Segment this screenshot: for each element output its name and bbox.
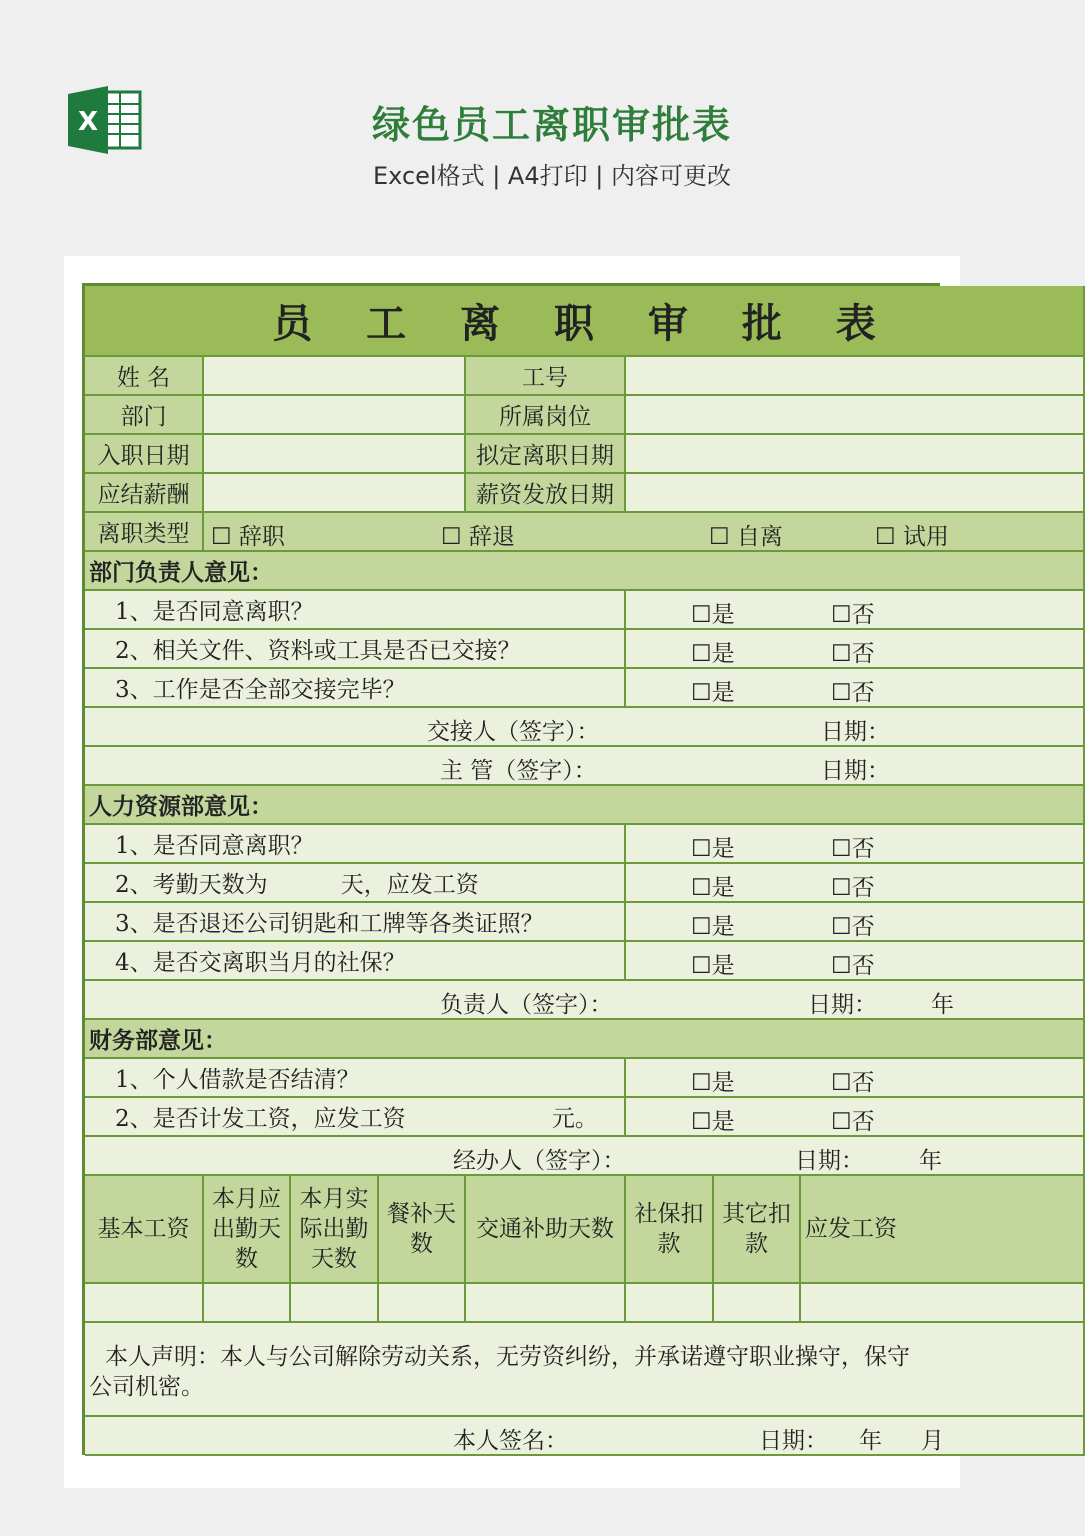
salary-due-field[interactable] <box>204 474 466 513</box>
pay-header-base: 基本工资 <box>85 1176 204 1284</box>
hr-item-1: 1、是否同意离职？ <box>85 825 626 864</box>
hr-item-3: 3、是否退还公司钥匙和工牌等各类证照？ <box>85 903 626 942</box>
fin-sign-label: 经办人（签字）： <box>453 1148 626 1174</box>
final-sign-label: 本人签名： <box>453 1428 568 1454</box>
leave-type-resign-checkbox[interactable]: ☐ 辞职 <box>211 524 285 550</box>
fin-item-1: 1、个人借款是否结清？ <box>85 1059 626 1098</box>
page-title: 绿色员工离职审批表 <box>371 103 732 147</box>
handover-sign-label: 交接人（签字）： <box>427 719 600 745</box>
pay-header-other-deduct: 其它扣款 <box>714 1176 801 1284</box>
hr-item-1-no-checkbox[interactable]: ☐否 <box>831 836 875 862</box>
pay-header-social-deduct: 社保扣款 <box>626 1176 714 1284</box>
dept-section-heading: 部门负责人意见： <box>85 552 1085 591</box>
dept-item-1: 1、是否同意离职？ <box>85 591 626 630</box>
dept-item-3-no-checkbox[interactable]: ☐否 <box>831 680 875 706</box>
final-date-year: 年 <box>859 1428 882 1454</box>
dept-item-1-yes-checkbox[interactable]: ☐是 <box>691 602 735 628</box>
final-date-month: 月 <box>921 1428 944 1454</box>
pay-header-meal-days: 餐补天数 <box>379 1176 466 1284</box>
hr-sign-label: 负责人（签字）： <box>440 992 613 1018</box>
page-subtitle: Excel格式 | A4打印 | 内容可更改 <box>373 162 731 190</box>
pay-cell-net-pay[interactable] <box>801 1284 1085 1323</box>
supervisor-date-label: 日期： <box>821 758 890 784</box>
fin-item-2: 2、是否计发工资，应发工资 元。 <box>85 1098 626 1137</box>
hr-date-year: 年 <box>931 992 954 1018</box>
handover-date-label: 日期： <box>821 719 890 745</box>
pay-date-field[interactable] <box>626 474 1085 513</box>
declaration-text: 本人声明：本人与公司解除劳动关系，无劳资纠纷，并承诺遵守职业操守，保守公司机密。 <box>89 1344 910 1400</box>
pay-cell-meal-days[interactable] <box>379 1284 466 1323</box>
hr-item-4-yes-checkbox[interactable]: ☐是 <box>691 953 735 979</box>
hr-date-label: 日期： <box>808 992 877 1018</box>
pay-cell-other-deduct[interactable] <box>714 1284 801 1323</box>
dept-item-1-no-checkbox[interactable]: ☐否 <box>831 602 875 628</box>
pay-cell-social-deduct[interactable] <box>626 1284 714 1323</box>
label-position: 所属岗位 <box>466 396 626 435</box>
fin-item-2-no-checkbox[interactable]: ☐否 <box>831 1109 875 1135</box>
leave-date-field[interactable] <box>626 435 1085 474</box>
final-date-label: 日期： <box>759 1428 828 1454</box>
hr-item-3-yes-checkbox[interactable]: ☐是 <box>691 914 735 940</box>
pay-cell-expected-days[interactable] <box>204 1284 291 1323</box>
emp-no-field[interactable] <box>626 357 1085 396</box>
dept-item-2-no-checkbox[interactable]: ☐否 <box>831 641 875 667</box>
hr-item-2-no-checkbox[interactable]: ☐否 <box>831 875 875 901</box>
leave-type-options <box>204 513 1085 552</box>
dept-field[interactable] <box>204 396 466 435</box>
label-leave-date: 拟定离职日期 <box>466 435 626 474</box>
leave-type-self-leave-checkbox[interactable]: ☐ 自离 <box>709 524 783 550</box>
fin-date-year: 年 <box>919 1148 942 1174</box>
fin-item-1-yes-checkbox[interactable]: ☐是 <box>691 1070 735 1096</box>
hr-section-heading: 人力资源部意见： <box>85 786 1085 825</box>
fin-item-2-yes-checkbox[interactable]: ☐是 <box>691 1109 735 1135</box>
pay-cell-transport-days[interactable] <box>466 1284 626 1323</box>
pay-cell-base[interactable] <box>85 1284 204 1323</box>
hr-item-3-no-checkbox[interactable]: ☐否 <box>831 914 875 940</box>
pay-header-net-pay: 应发工资 <box>801 1176 1085 1284</box>
pay-cell-actual-days[interactable] <box>291 1284 379 1323</box>
pay-header-expected-days: 本月应出勤天数 <box>204 1176 291 1284</box>
hr-item-1-yes-checkbox[interactable]: ☐是 <box>691 836 735 862</box>
dept-item-3-yes-checkbox[interactable]: ☐是 <box>691 680 735 706</box>
leave-type-dismissed-checkbox[interactable]: ☐ 辞退 <box>441 524 515 550</box>
form-title: 员 工 离 职 审 批 表 <box>85 286 1085 357</box>
dept-item-3: 3、工作是否全部交接完毕？ <box>85 669 626 708</box>
fin-date-label: 日期： <box>795 1148 864 1174</box>
hire-date-field[interactable] <box>204 435 466 474</box>
pay-header-transport-days: 交通补助天数 <box>466 1176 626 1284</box>
label-dept: 部门 <box>85 396 204 435</box>
dept-item-2: 2、相关文件、资料或工具是否已交接？ <box>85 630 626 669</box>
hr-item-2-yes-checkbox[interactable]: ☐是 <box>691 875 735 901</box>
dept-item-2-yes-checkbox[interactable]: ☐是 <box>691 641 735 667</box>
hr-item-4: 4、是否交离职当月的社保？ <box>85 942 626 981</box>
label-emp-no: 工号 <box>466 357 626 396</box>
label-hire-date: 入职日期 <box>85 435 204 474</box>
svg-text:X: X <box>78 107 99 137</box>
fin-item-1-no-checkbox[interactable]: ☐否 <box>831 1070 875 1096</box>
approval-form-sheet <box>82 283 954 1455</box>
leave-type-probation-checkbox[interactable]: ☐ 试用 <box>875 524 949 550</box>
pay-header-actual-days: 本月实际出勤天数 <box>291 1176 379 1284</box>
label-name: 姓 名 <box>85 357 204 396</box>
fin-section-heading: 财务部意见： <box>85 1020 1085 1059</box>
hr-item-2: 2、考勤天数为 天，应发工资 <box>85 864 626 903</box>
label-pay-date: 薪资发放日期 <box>466 474 626 513</box>
name-field[interactable] <box>204 357 466 396</box>
label-leave-type: 离职类型 <box>85 513 204 552</box>
hr-item-4-no-checkbox[interactable]: ☐否 <box>831 953 875 979</box>
label-salary-due: 应结薪酬 <box>85 474 204 513</box>
position-field[interactable] <box>626 396 1085 435</box>
supervisor-sign-label: 主 管（签字）： <box>440 758 597 784</box>
